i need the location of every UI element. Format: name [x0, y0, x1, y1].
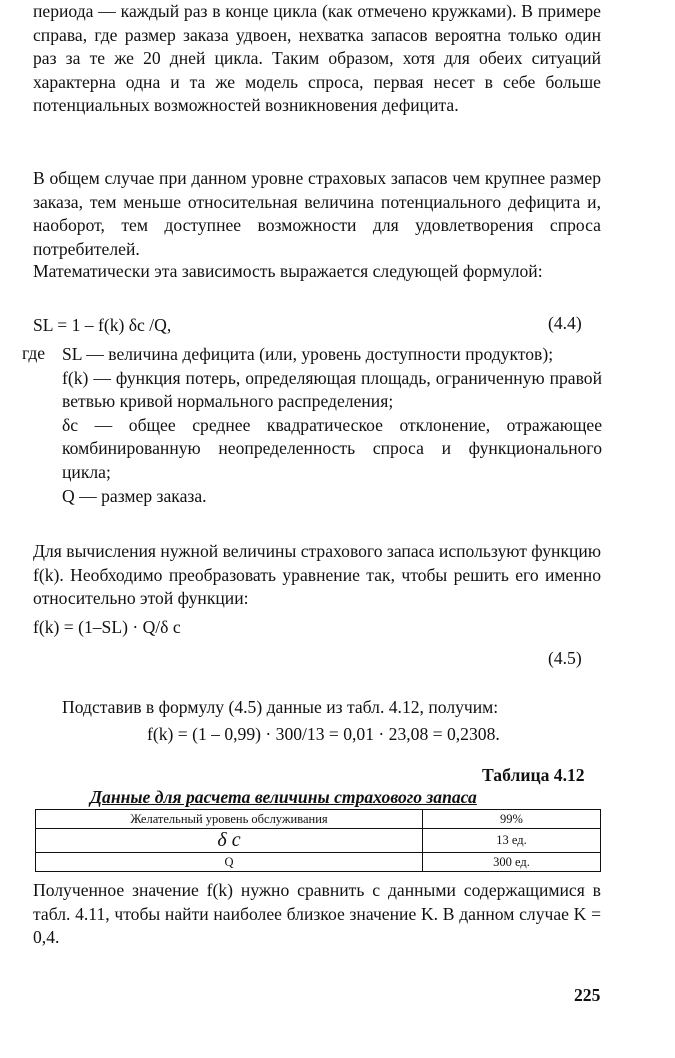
definition-q: Q — размер заказа.: [62, 485, 207, 506]
table-cell-label: δ c: [36, 829, 423, 853]
definition-delta: δc — общее среднее квадратическое отклонение, отражающее комбинированную неопределенность спроса и функционального цикла;: [62, 414, 602, 482]
formula-4-4-number: (4.4): [548, 313, 582, 333]
table-row: [36, 829, 601, 853]
table-number: Таблица 4.12: [482, 765, 585, 785]
page-number: 225: [574, 985, 601, 1005]
formula-4-5: f(k) = (1–SL) · Q/δ c: [33, 617, 181, 637]
paragraph-2: В общем случае при данном уровне страховых запасов чем крупнее размер заказа, тем меньше относительная величина потенциального дефицита и, наоборот, тем доступнее возможности для удовлетворения спроса потребителей.: [33, 168, 601, 259]
data-table: [35, 809, 601, 872]
paragraph-5: Подставив в формулу (4.5) данные из табл. 4.12, получим:: [62, 697, 499, 717]
paragraph-4: Для вычисления нужной величины страхового запаса используют функцию f(k). Необходимо преобразовать уравнение так, чтобы решить его именно относительно этой функции:: [33, 541, 601, 609]
formula-calculation: f(k) = (1 – 0,99) · 300/13 = 0,01 · 23,08 = 0,2308.: [147, 724, 500, 744]
paragraph-3: Математически эта зависимость выражается следующей формулой:: [33, 261, 543, 281]
table-title: Данные для расчета величины страхового запаса: [90, 787, 477, 807]
table-cell-label: Q: [36, 853, 423, 872]
paragraph-1: периода — каждый раз в конце цикла (как отмечено кружками). В примере справа, где размер заказа удвоен, нехватка запасов вероятна только один раз за те же 20 дней цикла. Таким образом, хотя для обеих ситуаций характерна одна и та же модель спроса, первая несет в себе больше потенциальных возможностей возникновения дефицита.: [33, 1, 601, 116]
table-row: [36, 810, 601, 829]
formula-4-4: SL = 1 – f(k) δc /Q,: [33, 315, 172, 335]
table-row: [36, 853, 601, 872]
definition-fk: f(k) — функция потерь, определяющая площадь, ограниченную правой ветвью кривой нормального распределения;: [62, 367, 602, 412]
table-cell-value: 99%: [423, 810, 601, 829]
table-cell-value: 13 ед.: [423, 829, 601, 853]
where-label: где: [22, 343, 46, 363]
table-cell-value: 300 ед.: [423, 853, 601, 872]
definition-sl: SL — величина дефицита (или, уровень доступности продуктов);: [62, 344, 554, 364]
definitions-list: [62, 343, 602, 508]
paragraph-6: Полученное значение f(k) нужно сравнить с данными содержащимися в табл. 4.11, чтобы найти наиболее близкое значение K. В данном случае K = 0,4.: [33, 880, 601, 948]
table-cell-label: Желательный уровень обслуживания: [36, 810, 423, 829]
formula-4-5-number: (4.5): [548, 648, 582, 668]
